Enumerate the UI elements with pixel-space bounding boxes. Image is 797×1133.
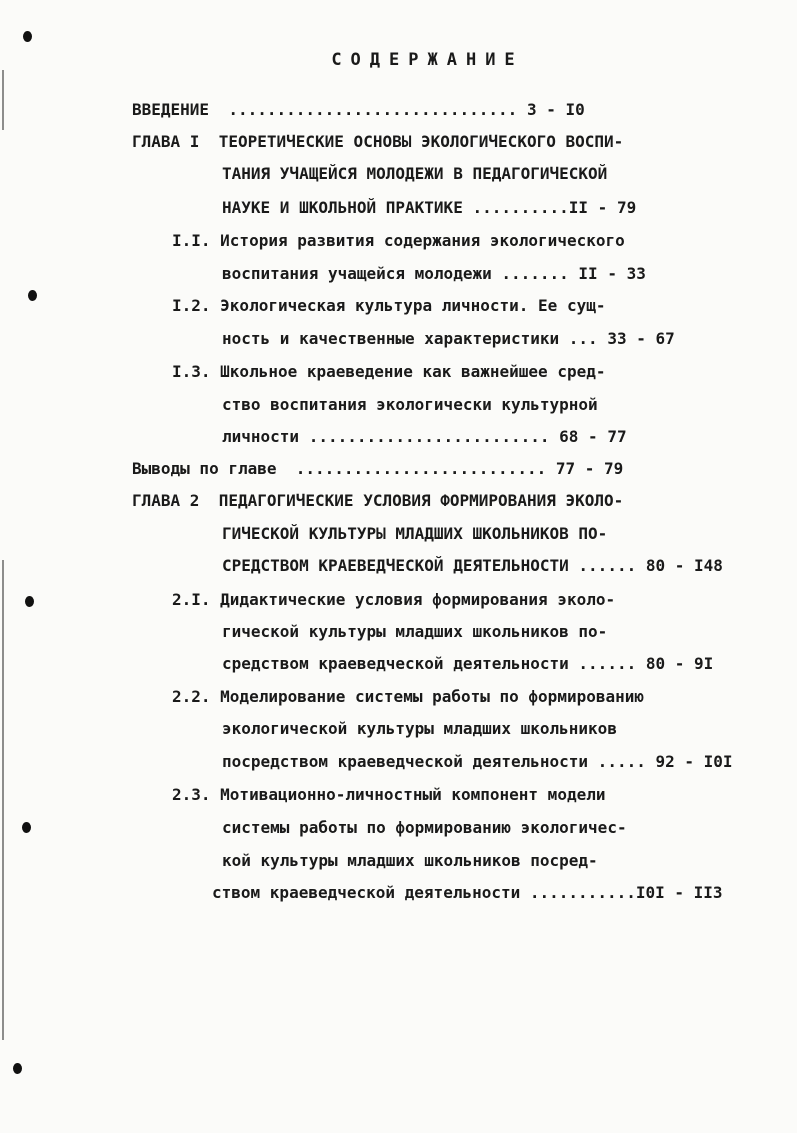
toc-line: личности ......................... 68 - 77 xyxy=(222,427,627,446)
punch-hole xyxy=(28,290,37,301)
toc-line: ГИЧЕСКОЙ КУЛЬТУРЫ МЛАДШИХ ШКОЛЬНИКОВ ПО- xyxy=(222,524,608,543)
punch-hole xyxy=(23,31,32,42)
scan-edge-mark xyxy=(2,70,4,130)
toc-line: ством краеведческой деятельности ...........I0I - II3 xyxy=(212,883,723,902)
toc-line: НАУКЕ И ШКОЛЬНОЙ ПРАКТИКЕ ..........II - 79 xyxy=(222,198,637,217)
scan-edge-mark xyxy=(2,560,4,1040)
toc-line: Выводы по главе .......................... 77 - 79 xyxy=(132,459,624,478)
toc-line: системы работы по формированию экологичес- xyxy=(222,818,627,837)
toc-line: воспитания учащейся молодежи ....... II - 33 xyxy=(222,264,646,283)
toc-line: 2.2. Моделирование системы работы по формированию xyxy=(172,687,645,706)
toc-line: I.2. Экологическая культура личности. Ее сущ- xyxy=(172,296,606,315)
toc-line: ГЛАВА I ТЕОРЕТИЧЕСКИЕ ОСНОВЫ ЭКОЛОГИЧЕСКОГО ВОСПИ- xyxy=(132,132,624,151)
toc-line: I.3. Школьное краеведение как важнейшее сред- xyxy=(172,362,606,381)
punch-hole xyxy=(22,822,31,833)
punch-hole xyxy=(13,1063,22,1074)
toc-line: посредством краеведческой деятельности ..... 92 - I0I xyxy=(222,752,733,771)
toc-line: 2.3. Мотивационно-личностный компонент модели xyxy=(172,785,606,804)
toc-line: гической культуры младших школьников по- xyxy=(222,622,608,641)
toc-line: средством краеведческой деятельности ...... 80 - 9I xyxy=(222,654,714,673)
toc-line: ВВЕДЕНИЕ .............................. 3 - I0 xyxy=(132,100,585,119)
toc-line: 2.I. Дидактические условия формирования эколо- xyxy=(172,590,616,609)
toc-line: СРЕДСТВОМ КРАЕВЕДЧЕСКОЙ ДЕЯТЕЛЬНОСТИ ...... 80 - I48 xyxy=(222,556,723,575)
toc-line: экологической культуры младших школьников xyxy=(222,719,617,738)
toc-line: I.I. История развития содержания экологического xyxy=(172,231,625,250)
punch-hole xyxy=(25,596,34,607)
toc-line: ство воспитания экологически культурной xyxy=(222,395,598,414)
toc-line: кой культуры младших школьников посред- xyxy=(222,851,598,870)
page-title: СОДЕРЖАНИЕ xyxy=(331,50,524,70)
toc-line: ТАНИЯ УЧАЩЕЙСЯ МОЛОДЕЖИ В ПЕДАГОГИЧЕСКОЙ xyxy=(222,164,608,183)
toc-line: ность и качественные характеристики ... 33 - 67 xyxy=(222,329,675,348)
toc-line: ГЛАВА 2 ПЕДАГОГИЧЕСКИЕ УСЛОВИЯ ФОРМИРОВАНИЯ ЭКОЛО- xyxy=(132,491,624,510)
